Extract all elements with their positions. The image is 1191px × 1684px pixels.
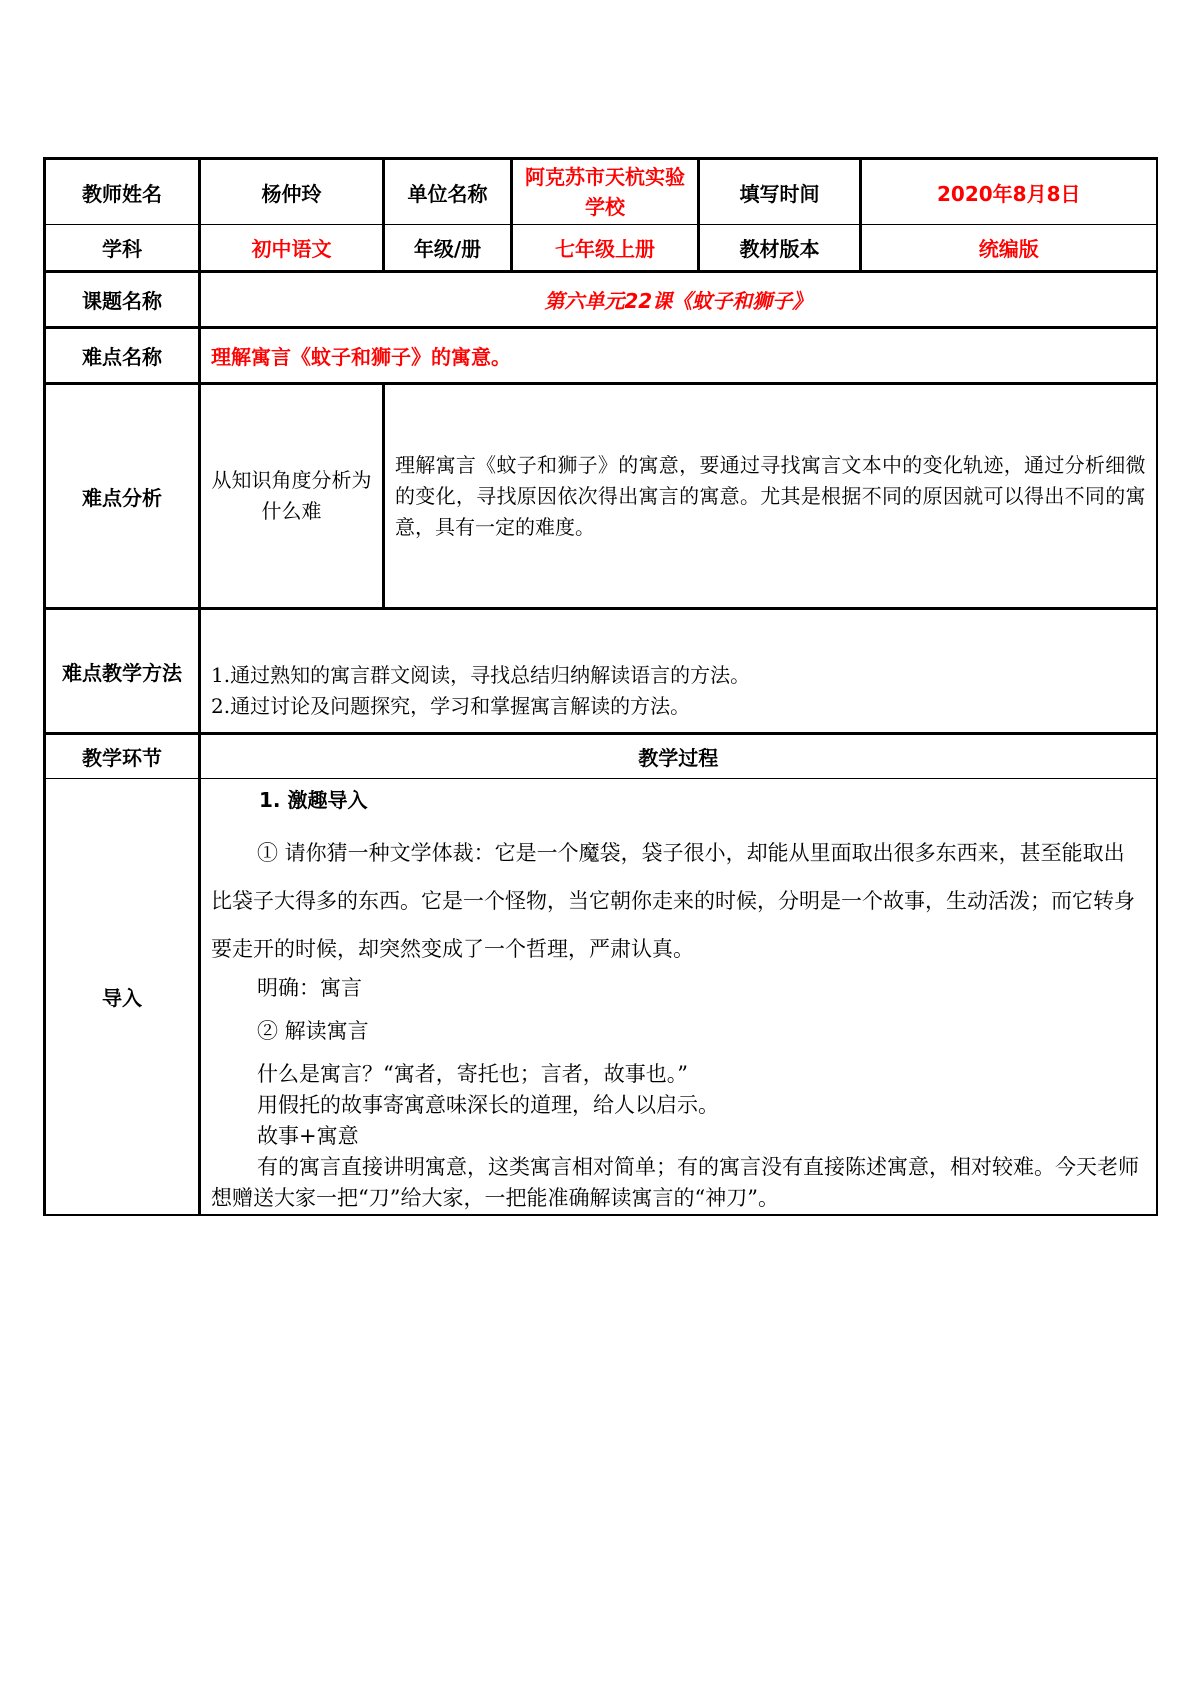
intro-paragraph-explanation: 用假托的故事寄寓意味深长的道理，给人以启示。 (257, 1093, 719, 1117)
analysis-sub-label: 从知识角度分析为什么难 (200, 384, 384, 609)
fill-time-label: 填写时间 (699, 159, 861, 225)
process-header-label: 教学过程 (200, 734, 1157, 779)
fill-time-value: 2020年8月8日 (861, 159, 1157, 225)
intro-heading: 1. 激趣导入 (259, 788, 368, 812)
intro-stage-label: 导入 (45, 779, 200, 1216)
intro-paragraph-definition: 什么是寓言？“寓者，寄托也；言者，故事也。” (257, 1062, 688, 1086)
difficulty-label: 难点名称 (45, 328, 200, 384)
subject-label: 学科 (45, 225, 200, 272)
topic-label: 课题名称 (45, 272, 200, 328)
row-teacher (45, 159, 1157, 225)
difficulty-value: 理解寓言《蚊子和狮子》的寓意。 (200, 328, 1157, 384)
method-item: 1.通过熟知的寓言群文阅读，寻找总结归纳解读语言的方法。 (211, 663, 751, 687)
subject-value: 初中语文 (200, 225, 384, 272)
intro-paragraph-subheading: ② 解读寓言 (257, 1019, 369, 1043)
row-method (45, 609, 1157, 734)
stage-header-label: 教学环节 (45, 734, 200, 779)
row-topic (45, 272, 1157, 328)
intro-paragraph-answer: 明确：寓言 (257, 976, 362, 1000)
edition-label: 教材版本 (699, 225, 861, 272)
row-analysis (45, 384, 1157, 609)
row-difficulty (45, 328, 1157, 384)
method-label: 难点教学方法 (45, 609, 200, 734)
intro-paragraph-conclusion: 有的寓言直接讲明寓意，这类寓言相对简单；有的寓言没有直接陈述寓意，相对较难。今天老师想赠送大家一把“刀”给大家，一把能准确解读寓言的“神刀”。 (211, 1155, 1139, 1210)
intro-paragraph-riddle: ① 请你猜一种文学体裁：它是一个魔袋，袋子很小，却能从里面取出很多东西来，甚至能取出比袋子大得多的东西。它是一个怪物，当它朝你走来的时候，分明是一个故事，生动活泼；而它转身要走开的时候，却突然变成了一个哲理，严肃认真。 (211, 841, 1135, 961)
method-item: 2.通过讨论及问题探究，学习和掌握寓言解读的方法。 (211, 694, 691, 718)
teacher-label: 教师姓名 (45, 159, 200, 225)
lesson-plan-table (43, 157, 1158, 1216)
edition-value: 统编版 (861, 225, 1157, 272)
teacher-value: 杨仲玲 (200, 159, 384, 225)
lesson-plan-form (43, 157, 1155, 1216)
intro-paragraph-formula: 故事+寓意 (257, 1124, 359, 1148)
grade-label: 年级/册 (384, 225, 512, 272)
unit-label: 单位名称 (384, 159, 512, 225)
row-process-header (45, 734, 1157, 779)
unit-value: 阿克苏市天杭实验学校 (512, 159, 699, 225)
grade-value: 七年级上册 (512, 225, 699, 272)
analysis-text: 理解寓言《蚊子和狮子》的寓意，要通过寻找寓言文本中的变化轨迹，通过分析细微的变化，寻找原因依次得出寓言的寓意。尤其是根据不同的原因就可以得出不同的寓意，具有一定的难度。 (384, 384, 1157, 609)
analysis-label: 难点分析 (45, 384, 200, 609)
topic-value: 第六单元22课《蚊子和狮子》 (200, 272, 1157, 328)
row-subject (45, 225, 1157, 272)
intro-content (200, 779, 1157, 1216)
row-intro (45, 779, 1157, 1216)
method-list (200, 609, 1157, 734)
